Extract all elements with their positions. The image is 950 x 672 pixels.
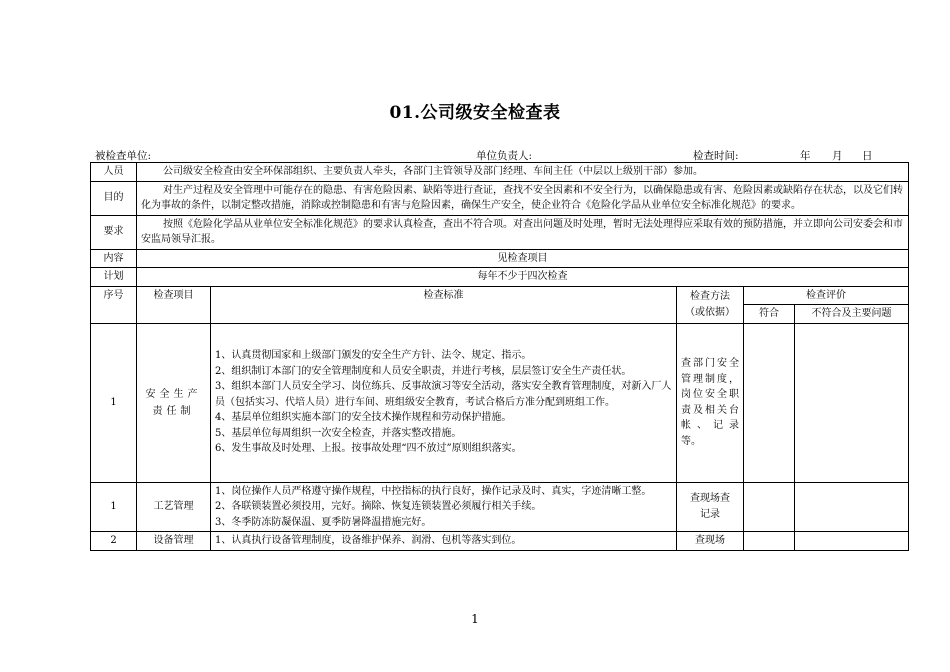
item-name: 安全生产责任制 (137, 323, 211, 482)
col-header-conform: 符合 (744, 305, 795, 324)
standard-line: 2、组织制订本部门的安全管理制度和人员安全职责，并进行考核，层层签订安全生产责任状。 (215, 365, 632, 377)
standard-line: 4、基层单位组织实施本部门的安全技术操作规程和劳动保护措施。 (215, 412, 512, 424)
standard-line: 1、认真执行设备管理制度，设备维护保养、润滑、包机等落实到位。 (215, 535, 522, 546)
page-title: 01.公司级安全检查表 (389, 103, 561, 123)
requirement-label: 要求 (91, 215, 137, 249)
item-number: 1 (91, 482, 137, 532)
col-header-item: 检查项目 (137, 286, 211, 323)
conform-cell (744, 482, 795, 532)
personnel-row (91, 163, 909, 182)
content-row (91, 249, 909, 268)
content-label: 内容 (91, 249, 137, 268)
content-text: 见检查项目 (137, 249, 909, 268)
item-standards (211, 532, 677, 551)
nonconform-cell (795, 323, 909, 482)
col-header-nonconform: 不符合及主要问题 (795, 305, 909, 324)
col-header-evaluation: 检查评价 (744, 286, 909, 305)
item-standards (211, 323, 677, 482)
item-standards (211, 482, 677, 532)
inspected-unit-label: 被检查单位: (95, 150, 152, 162)
personnel-text: 公司级安全检查由安全环保部组织、主要负责人牵头，各部门主管领导及部门经理、车间主任（中层以上级别干部）参加。 (137, 163, 909, 182)
requirement-text: 按照《危险化学品从业单位安全标准化规范》的要求认真检查，查出不符合项。对查出问题及时处理，暂时无法处理得应采取有效的预防措施，并立即向公司安委会和市安监局领导汇报。 (137, 215, 909, 249)
standard-line: 6、发生事故及时处理、上报。按事故处理“四不放过”原则组织落实。 (215, 443, 522, 455)
nonconform-cell (795, 532, 909, 551)
plan-text: 每年不少于四次检查 (137, 268, 909, 287)
item-name: 设备管理 (137, 532, 211, 551)
purpose-text: 对生产过程及安全管理中可能存在的隐患、有害危险因素、缺陷等进行查证，查找不安全因素和不安全行为，以确保隐患或有害、危险因素或缺陷存在状态，以及它们转化为事故的条件，以制定整改措施，消除或控制隐患和有害与危险因素，确保生产安全，使企业符合《危险化学品从业单位安全标准化规范》的要求。 (137, 181, 909, 215)
unit-leader-label: 单位负责人: (476, 150, 533, 162)
inspection-time-label: 检查时间: (693, 150, 739, 162)
col-header-standard: 检查标准 (211, 286, 677, 323)
requirement-row (91, 215, 909, 249)
purpose-row (91, 181, 909, 215)
standard-line: 1、岗位操作人员严格遵守操作规程，中控指标的执行良好，操作记录及时、真实，字迹清晰工整。 (215, 485, 652, 497)
page-number: 1 (471, 612, 479, 626)
standard-line: 5、基层单位每周组织一次安全检查，并落实整改措施。 (215, 427, 462, 439)
item-method: 查部门安全管理制度，岗位安全职责及相关台帐、记录等。 (677, 323, 744, 482)
col-header-no: 序号 (91, 286, 137, 323)
purpose-label: 目的 (91, 181, 137, 215)
standard-line: 3、冬季防冻防凝保温、夏季防暑降温措施完好。 (215, 516, 432, 528)
table-row (91, 323, 909, 482)
month-label: 月 (832, 150, 843, 162)
safety-checklist-table (90, 162, 909, 551)
conform-cell (744, 532, 795, 551)
year-label: 年 (800, 150, 811, 162)
table-row (91, 532, 909, 551)
plan-row (91, 268, 909, 287)
table-row (91, 482, 909, 532)
personnel-label: 人员 (91, 163, 137, 182)
item-method: 查现场 (677, 532, 744, 551)
standard-line: 2、各联锁装置必须投用，完好。摘除、恢复连锁装置必须履行相关手续。 (215, 501, 542, 512)
plan-label: 计划 (91, 268, 137, 287)
col-header-method: 检查方法（或依据） (677, 286, 744, 323)
standard-line: 3、组织本部门人员安全学习、岗位练兵、反事故演习等安全活动，落实安全教育管理制度，对新入厂人员（包括实习、代培人员）进行车间、班组级安全教育，考试合格后方准分配到班组工作。 (215, 381, 672, 408)
column-header-row (91, 286, 909, 305)
standard-line: 1、认真贯彻国家和上级部门颁发的安全生产方针、法令、规定、指示。 (215, 350, 532, 362)
item-method: 查现场查记录 (677, 482, 744, 532)
item-name: 工艺管理 (137, 482, 211, 532)
conform-cell (744, 323, 795, 482)
day-label: 日 (862, 150, 873, 162)
item-number: 1 (91, 323, 137, 482)
item-number: 2 (91, 532, 137, 551)
nonconform-cell (795, 482, 909, 532)
